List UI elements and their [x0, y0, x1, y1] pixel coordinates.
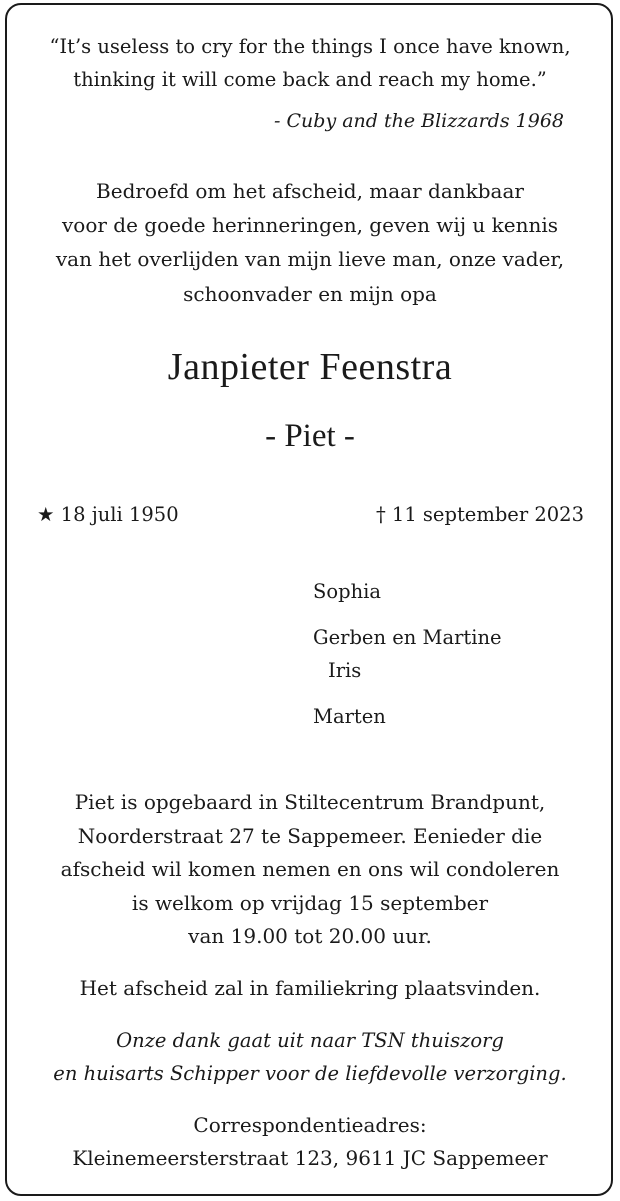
- birth-date: ★ 18 juli 1950: [37, 503, 179, 526]
- family-member: Sophia: [313, 580, 382, 603]
- death-date: † 11 september 2023: [375, 503, 584, 526]
- visitation-line-4: is welkom op vrijdag 15 september: [131, 891, 489, 915]
- deceased-name: Janpieter Feenstra: [167, 346, 453, 388]
- thanks-line-1: Onze dank gaat uit naar TSN thuiszorg: [116, 1029, 504, 1052]
- deceased-nickname: - Piet -: [265, 418, 355, 454]
- correspondence-address: Kleinemeersterstraat 123, 9611 JC Sappemeer: [72, 1146, 548, 1170]
- family-member: Gerben en Martine: [313, 626, 502, 649]
- intro-line-4: schoonvader en mijn opa: [183, 282, 437, 306]
- quote-line-1: “It’s useless to cry for the things I once have known,: [49, 35, 571, 58]
- visitation-line-1: Piet is opgebaard in Stiltecentrum Brandpunt,: [74, 790, 546, 814]
- visitation-line-3: afscheid wil komen nemen en ons wil condoleren: [60, 857, 560, 881]
- family-member: Marten: [313, 705, 386, 728]
- intro-line-3: van het overlijden van mijn lieve man, onze vader,: [55, 247, 565, 271]
- intro-line-2: voor de goede herinneringen, geven wij u kennis: [61, 213, 558, 237]
- quote-attribution: - Cuby and the Blizzards 1968: [274, 110, 564, 132]
- intro-line-1: Bedroefd om het afscheid, maar dankbaar: [96, 179, 524, 203]
- visitation-line-2: Noorderstraat 27 te Sappemeer. Eenieder die: [77, 824, 543, 848]
- thanks-line-2: en huisarts Schipper voor de liefdevolle verzorging.: [53, 1062, 567, 1085]
- family-member: Iris: [328, 659, 362, 682]
- visitation-line-5: van 19.00 tot 20.00 uur.: [188, 924, 432, 948]
- quote-line-2: thinking it will come back and reach my home.”: [73, 68, 547, 91]
- farewell-text: Het afscheid zal in familiekring plaatsvinden.: [79, 976, 541, 1000]
- correspondence-label: Correspondentieadres:: [193, 1113, 427, 1137]
